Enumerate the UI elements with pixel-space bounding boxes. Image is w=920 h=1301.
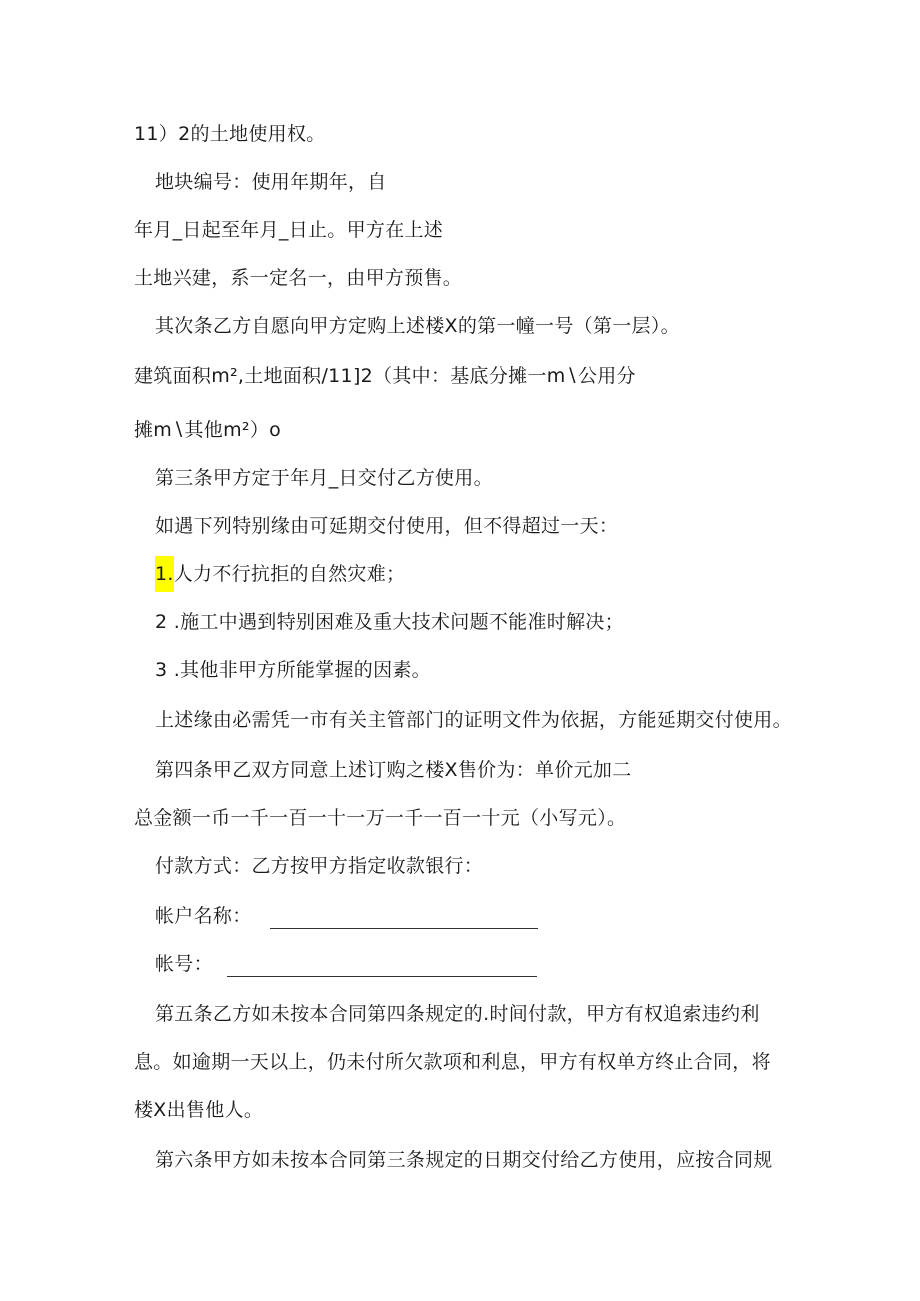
clause-4-line-1: 第四条甲乙双方同意上述订购之楼X售价为：单价元加二: [155, 759, 632, 781]
clause-3-line: 第三条甲方定于年月_日交付乙方使用。: [155, 467, 493, 489]
clause-2-line: 其次条乙方自愿向甲方定购上述楼X的第一幢一号（第一层）。: [155, 315, 680, 337]
account-name-row: [155, 903, 538, 929]
delay-proof-line: 上述缘由必需凭一市有关主管部门的证明文件为依据，方能延期交付使用。: [155, 709, 792, 731]
area-line-1: 建筑面积m²,土地面积∕11]2（其中：基底分摊一m∖公用分: [134, 365, 636, 387]
account-name-blank: [270, 908, 538, 929]
payment-method-line: 付款方式：乙方按甲方指定收款银行：: [155, 855, 484, 877]
text-line-1: 11）2的土地使用权。: [134, 123, 326, 145]
account-number-row: [155, 951, 537, 977]
account-number-blank: [227, 956, 537, 977]
clause-4-line-2: 总金额一币一千一百一十一万一千一百一十元（小写元）。: [134, 807, 627, 829]
clause-5-line-1: 第五条乙方如未按本合同第四条规定的.时间付款，甲方有权追索违约利: [155, 1003, 760, 1025]
delay-reasons-intro: 如遇下列特别缘由可延期交付使用，但不得超过一天：: [155, 515, 619, 537]
account-name-label: 帐户名称：: [155, 905, 252, 927]
clause-6-line-1: 第六条甲方如未按本合同第三条规定的日期交付给乙方使用，应按合同规: [155, 1149, 773, 1171]
delay-reason-item-1-text: 人力不行抗拒的自然灾难；: [173, 563, 406, 585]
delay-reason-item-3: 3 .其他非甲方所能掌握的因素。: [155, 659, 431, 681]
text-line-3: 年月_日起至年月_日止。甲方在上述: [134, 219, 444, 241]
account-number-label: 帐号：: [155, 953, 213, 975]
text-line-2: 地块编号：使用年期年，自: [155, 171, 387, 193]
text-line-4: 土地兴建，系一定名一，由甲方预售。: [134, 267, 463, 289]
clause-5-line-3: 楼X出售他人。: [134, 1099, 264, 1121]
clause-5-line-2: 息。如逾期一天以上，仍未付所欠款项和利息，甲方有权单方终止合同，将: [134, 1051, 771, 1073]
area-line-2: 摊m∖其他m²）o: [134, 419, 282, 441]
item-number-highlight: 1.: [155, 556, 174, 592]
delay-reason-item-2: 2 .施工中遇到特别困难及重大技术问题不能准时解决；: [155, 611, 624, 633]
delay-reason-item-1: [155, 561, 405, 587]
